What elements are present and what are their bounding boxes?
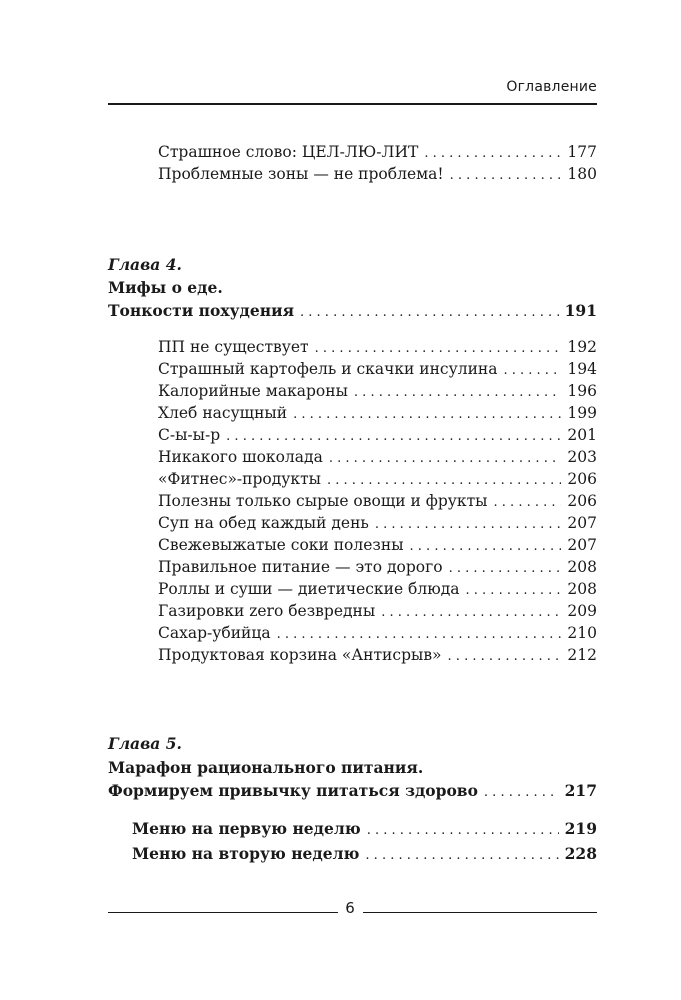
toc-entry-page: 199 (567, 404, 597, 422)
toc-entry[interactable] (158, 380, 597, 402)
toc-entry-title: Меню на первую неделю (132, 819, 361, 838)
toc-entry-title: Правильное питание — это дорого (158, 558, 443, 576)
toc-entry-title: Сахар-убийца (158, 624, 271, 642)
leader-dots (448, 644, 562, 668)
chapter-4-label: Глава 4. (108, 255, 182, 274)
chapter-5-title-line2: Формируем привычку питаться здорово (108, 781, 478, 800)
toc-entry-page: 201 (567, 426, 597, 444)
chapter-5-entry[interactable] (108, 780, 597, 802)
leader-dots (503, 358, 561, 382)
toc-entry-title: Роллы и суши — диетические блюда (158, 580, 460, 598)
toc-entry-page: 203 (567, 448, 597, 466)
toc-entry[interactable] (158, 424, 597, 446)
toc-entry[interactable] (158, 600, 597, 622)
toc-entry[interactable] (158, 468, 597, 490)
leader-dots (277, 622, 562, 646)
leader-dots (329, 446, 562, 470)
toc-entry-page: 177 (567, 143, 597, 161)
header-rule (108, 103, 597, 105)
toc-entry-page: 228 (564, 844, 597, 863)
toc-entry-page: 212 (567, 646, 597, 664)
toc-entry-title: Страшный картофель и скачки инсулина (158, 360, 498, 378)
toc-entry[interactable] (158, 556, 597, 578)
footer-rule-left (108, 912, 338, 913)
toc-entry-page: 207 (567, 536, 597, 554)
leader-dots (381, 600, 561, 624)
leader-dots (354, 380, 561, 404)
leader-dots (300, 300, 559, 324)
chapter-4-entry[interactable] (108, 300, 597, 322)
toc-entry[interactable] (132, 843, 597, 865)
leader-dots (365, 843, 558, 867)
toc-entry-title: Никакого шоколада (158, 448, 323, 466)
leader-dots (450, 163, 562, 187)
toc-entry-page: 207 (567, 514, 597, 532)
toc-entry-page: 210 (567, 624, 597, 642)
toc-entry-page: 196 (567, 382, 597, 400)
leader-dots (449, 556, 562, 580)
toc-entry-page: 208 (567, 580, 597, 598)
toc-entry[interactable] (158, 490, 597, 512)
toc-entry-page: 208 (567, 558, 597, 576)
leader-dots (293, 402, 561, 426)
toc-entry-title: «Фитнес»-продукты (158, 470, 322, 488)
toc-entry-title: Страшное слово: ЦЕЛ-ЛЮ-ЛИТ (158, 143, 419, 161)
toc-entry[interactable] (158, 163, 597, 185)
toc-entry[interactable] (158, 141, 597, 163)
leader-dots (494, 490, 562, 514)
toc-entry-page: 219 (564, 819, 597, 838)
toc-entry[interactable] (132, 818, 597, 840)
toc-entry[interactable] (158, 578, 597, 600)
leader-dots (484, 780, 559, 804)
toc-entry-page: 206 (567, 492, 597, 510)
toc-entry-title: С-ы-ы-р (158, 426, 221, 444)
toc-entry[interactable] (158, 512, 597, 534)
toc-entry[interactable] (158, 534, 597, 556)
toc-entry[interactable] (158, 402, 597, 424)
toc-entry-title: Хлеб насущный (158, 404, 288, 422)
leader-dots (424, 141, 561, 165)
toc-entry-title: Меню на вторую неделю (132, 844, 360, 863)
toc-entry[interactable] (158, 336, 597, 358)
toc-entry-page: 209 (567, 602, 597, 620)
chapter-4-page: 191 (564, 301, 597, 320)
toc-entry-title: Газировки zero безвредны (158, 602, 376, 620)
chapter-5-title-line1: Марафон рационального питания. (108, 758, 424, 777)
toc-entry[interactable] (158, 358, 597, 380)
chapter-4-title-line2: Тонкости похудения (108, 301, 295, 320)
toc-entry-title: Суп на обед каждый день (158, 514, 369, 532)
toc-entry[interactable] (158, 644, 597, 666)
toc-entry-title: ПП не существует (158, 338, 309, 356)
toc-entry-title: Продуктовая корзина «Антисрыв» (158, 646, 442, 664)
toc-entry-page: 206 (567, 470, 597, 488)
toc-entry-title: Свежевыжатые соки полезны (158, 536, 404, 554)
toc-entry-title: Проблемные зоны — не проблема! (158, 165, 444, 183)
leader-dots (315, 336, 562, 360)
toc-entry[interactable] (158, 622, 597, 644)
toc-entry[interactable] (158, 446, 597, 468)
leader-dots (466, 578, 562, 602)
running-head: Оглавление (506, 79, 597, 95)
leader-dots (410, 534, 562, 558)
chapter-5-label: Глава 5. (108, 734, 182, 753)
leader-dots (226, 424, 561, 448)
toc-entry-page: 194 (567, 360, 597, 378)
leader-dots (367, 818, 559, 842)
leader-dots (327, 468, 561, 492)
toc-entry-page: 192 (567, 338, 597, 356)
chapter-5-page: 217 (564, 781, 597, 800)
toc-entry-page: 180 (567, 165, 597, 183)
chapter-4-title-line1: Мифы о еде. (108, 278, 223, 297)
page-number: 6 (345, 899, 355, 917)
toc-entry-title: Полезны только сырые овощи и фрукты (158, 492, 488, 510)
leader-dots (375, 512, 562, 536)
toc-entry-title: Калорийные макароны (158, 382, 348, 400)
footer-rule-right (363, 912, 597, 913)
